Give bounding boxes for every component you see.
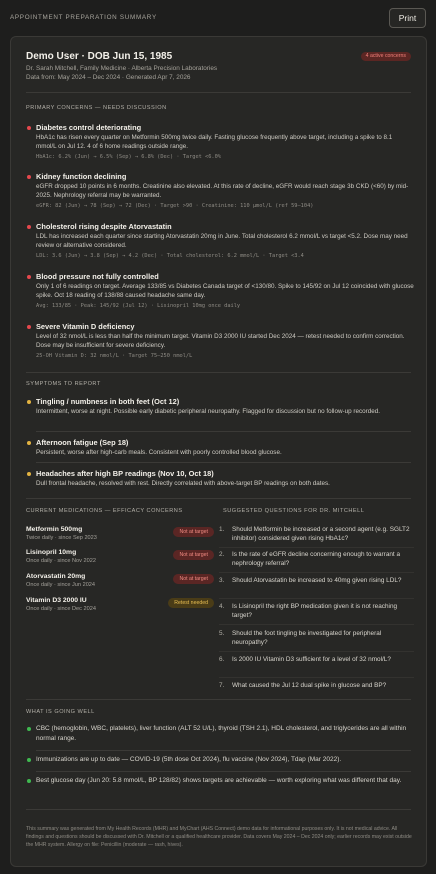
concern-title: Kidney function declining xyxy=(36,172,127,181)
question-item xyxy=(219,602,414,621)
concern-item xyxy=(26,222,414,261)
concern-description: Only 1 of 6 readings on target. Average 133/85 vs Diabetes Canada target of <130/80. Spike to 145/92 on Jul 12 coincided with glucose spike. Oct 18 reading of 138/88 caused headache same day. xyxy=(36,283,414,300)
summary-card xyxy=(10,36,427,867)
symptom-item xyxy=(26,438,414,457)
concern-title: Severe Vitamin D deficiency xyxy=(36,322,135,331)
concern-item xyxy=(26,123,414,162)
section-heading-primary: PRIMARY CONCERNS — NEEDS DISCUSSION xyxy=(26,105,167,111)
print-button[interactable]: Print xyxy=(389,8,426,28)
divider xyxy=(219,572,414,573)
divider xyxy=(26,699,411,700)
question-text: Should the foot tingling be investigated for peripheral neuropathy? xyxy=(232,630,382,647)
divider xyxy=(219,624,414,625)
question-text: What caused the Jul 12 dual spike in glucose and BP? xyxy=(232,682,387,689)
concern-item xyxy=(26,172,414,211)
going-well-item xyxy=(26,755,414,765)
section-heading-going-well: WHAT IS GOING WELL xyxy=(26,709,95,715)
symptom-title: Tingling / numbness in both feet (Oct 12) xyxy=(36,397,180,406)
divider xyxy=(36,431,411,432)
symptom-item xyxy=(26,397,414,416)
concern-description: HbA1c has risen every quarter on Metformin 500mg twice daily. Fasting glucose frequently above target, including a spike to 8.1 mmol/L on Jul 12. 4 of 6 home readings outside range. xyxy=(36,134,393,151)
question-item xyxy=(219,525,414,544)
concern-item xyxy=(26,322,414,361)
symptom-description: Intermittent, worse at night. Possible early diabetic peripheral neuropathy. Flagged for discussion but no follow-up recorded. xyxy=(36,408,380,415)
concern-metrics: eGFR: 82 (Jun) → 78 (Sep) → 72 (Dec) · Target >90 · Creatinine: 110 µmol/L (ref 59–104) xyxy=(36,202,314,209)
symptom-title: Afternoon fatigue (Sep 18) xyxy=(36,438,129,447)
symptom-dot-icon xyxy=(27,472,31,476)
active-concerns-badge: 4 active concerns xyxy=(361,52,411,61)
symptom-description: Persistent, worse after high-carb meals. Consistent with poorly controlled blood glucose. xyxy=(36,449,282,456)
question-number: 2. xyxy=(219,551,225,558)
section-heading-meds: CURRENT MEDICATIONS — EFFICACY CONCERNS xyxy=(26,508,183,514)
divider xyxy=(26,372,411,373)
question-number: 5. xyxy=(219,630,225,637)
section-heading-questions: SUGGESTED QUESTIONS FOR DR. MITCHELL xyxy=(223,508,365,514)
symptom-dot-icon xyxy=(27,400,31,404)
patient-name: Demo User · DOB Jun 15, 1985 xyxy=(26,51,173,62)
status-badge: Not at target xyxy=(173,550,214,560)
concern-dot-icon xyxy=(27,175,31,179)
divider xyxy=(219,598,414,599)
symptom-title: Headaches after high BP readings (Nov 10, Oct 18) xyxy=(36,469,214,478)
concern-description: eGFR dropped 10 points in 6 months. Creatinine also elevated. At this rate of decline, eGFR would reach stage 3b CKD (<60) by mid-2025. Nephrology referral may be warranted. xyxy=(36,183,409,200)
concern-metrics: HbA1c: 6.2% (Jun) → 6.5% (Sep) → 6.8% (Dec) · Target <6.0% xyxy=(36,153,221,160)
medication-schedule: Twice daily · since Sep 2023 xyxy=(26,535,97,541)
medication-name: Metformin 500mg xyxy=(26,526,83,533)
symptom-description: Dull frontal headache, resolved with rest. Directly correlated with above-target BP readings on both dates. xyxy=(36,480,330,487)
check-dot-icon xyxy=(27,779,31,783)
concern-description: LDL has increased each quarter since starting Atorvastatin 20mg in June. Total cholesterol 6.2 mmol/L vs target <5.2. Dose may need review or alternative considered. xyxy=(36,233,408,250)
status-badge: Not at target xyxy=(173,527,214,537)
divider xyxy=(219,677,414,678)
divider xyxy=(26,809,411,810)
medication-schedule: Once daily · since Jun 2024 xyxy=(26,582,96,588)
status-badge: Retest needed xyxy=(168,598,214,608)
going-well-text: Best glucose day (Jun 20: 5.8 mmol/L, BP 128/82) shows targets are achievable — worth exploring what was different that day. xyxy=(36,777,402,784)
question-item xyxy=(219,550,414,569)
medication-schedule: Once daily · since Dec 2024 xyxy=(26,606,96,612)
question-number: 6. xyxy=(219,656,225,663)
divider xyxy=(26,92,411,93)
check-dot-icon xyxy=(27,758,31,762)
medication-schedule: Once daily · since Nov 2022 xyxy=(26,558,96,564)
question-text: Should Metformin be increased or a second agent (e.g. SGLT2 inhibitor) considered given rising HbA1c? xyxy=(232,526,410,543)
question-text: Should Atorvastatin be increased to 40mg given rising LDL? xyxy=(232,577,402,584)
divider xyxy=(36,462,411,463)
concern-dot-icon xyxy=(27,126,31,130)
medication-name: Lisinopril 10mg xyxy=(26,549,77,556)
question-number: 1. xyxy=(219,526,225,533)
divider xyxy=(219,547,414,548)
going-well-text: CBC (hemoglobin, WBC, platelets), liver function (ALT 52 U/L), thyroid (TSH 2.1), HDL cholesterol, and triglycerides are all within normal range. xyxy=(36,725,407,742)
going-well-text: Immunizations are up to date — COVID-19 (5th dose Oct 2024), flu vaccine (Nov 2024), Tdap (Mar 2022). xyxy=(36,756,342,763)
divider xyxy=(219,651,414,652)
concern-item xyxy=(26,272,414,311)
medication-name: Vitamin D3 2000 IU xyxy=(26,597,87,604)
question-number: 4. xyxy=(219,603,225,610)
divider xyxy=(36,750,411,751)
concern-dot-icon xyxy=(27,325,31,329)
question-item xyxy=(219,576,414,585)
question-text: Is the rate of eGFR decline concerning enough to warrant a nephrology referral? xyxy=(232,551,401,568)
question-item xyxy=(219,655,414,664)
doctor-line: Dr. Sarah Mitchell, Family Medicine · Alberta Precision Laboratories xyxy=(26,65,218,72)
going-well-item xyxy=(26,724,414,743)
top-bar xyxy=(0,0,436,36)
concern-metrics: Avg: 133/85 · Peak: 145/92 (Jul 12) · Lisinopril 10mg once daily xyxy=(36,302,241,309)
divider xyxy=(36,771,411,772)
question-number: 3. xyxy=(219,577,225,584)
divider xyxy=(26,498,411,499)
question-number: 7. xyxy=(219,682,225,689)
medication-item xyxy=(26,572,214,589)
concern-metrics: 25-OH Vitamin D: 32 nmol/L · Target 75–250 nmol/L xyxy=(36,352,193,359)
section-heading-symptoms: SYMPTOMS TO REPORT xyxy=(26,381,101,387)
concern-title: Blood pressure not fully controlled xyxy=(36,272,159,281)
page-title: APPOINTMENT PREPARATION SUMMARY xyxy=(10,14,157,21)
question-item xyxy=(219,681,414,690)
question-text: Is 2000 IU Vitamin D3 sufficient for a level of 32 nmol/L? xyxy=(232,656,391,663)
medication-name: Atorvastatin 20mg xyxy=(26,573,86,580)
question-text: Is Lisinopril the right BP medication given it is not reaching target? xyxy=(232,603,398,620)
concern-title: Diabetes control deteriorating xyxy=(36,123,142,132)
question-item xyxy=(219,629,414,648)
medication-item xyxy=(26,596,214,613)
status-badge: Not at target xyxy=(173,574,214,584)
medication-item xyxy=(26,548,214,565)
concern-description: Level of 32 nmol/L is less than half the minimum target. Vitamin D3 2000 IU started Dec 2024 — retest needed to confirm correction. Dose may be insufficient for severe deficiency. xyxy=(36,333,405,350)
concern-dot-icon xyxy=(27,225,31,229)
concern-metrics: LDL: 3.6 (Jun) → 3.8 (Sep) → 4.2 (Dec) · Total cholesterol: 6.2 mmol/L · Target <3.4 xyxy=(36,252,304,259)
check-dot-icon xyxy=(27,727,31,731)
symptom-dot-icon xyxy=(27,441,31,445)
concern-title: Cholesterol rising despite Atorvastatin xyxy=(36,222,172,231)
data-range-line: Data from: May 2024 – Dec 2024 · Generated Apr 7, 2026 xyxy=(26,74,191,81)
going-well-item xyxy=(26,776,414,786)
concern-dot-icon xyxy=(27,275,31,279)
medication-item xyxy=(26,525,214,542)
symptom-item xyxy=(26,469,414,488)
disclaimer-footer: This summary was generated from My Health Records (MHR) and MyChart (AHS Connect) demo data for informational purposes only. It is not medical advice. All findings and questions should be discussed with Dr. Mitchell or a qualified healthcare provider. Data covers May 2024 – Dec 2024 only; earlier records may exist outside the MHR system. Allergy on file: Penicillin (moderate — rash, hives). xyxy=(26,826,412,848)
